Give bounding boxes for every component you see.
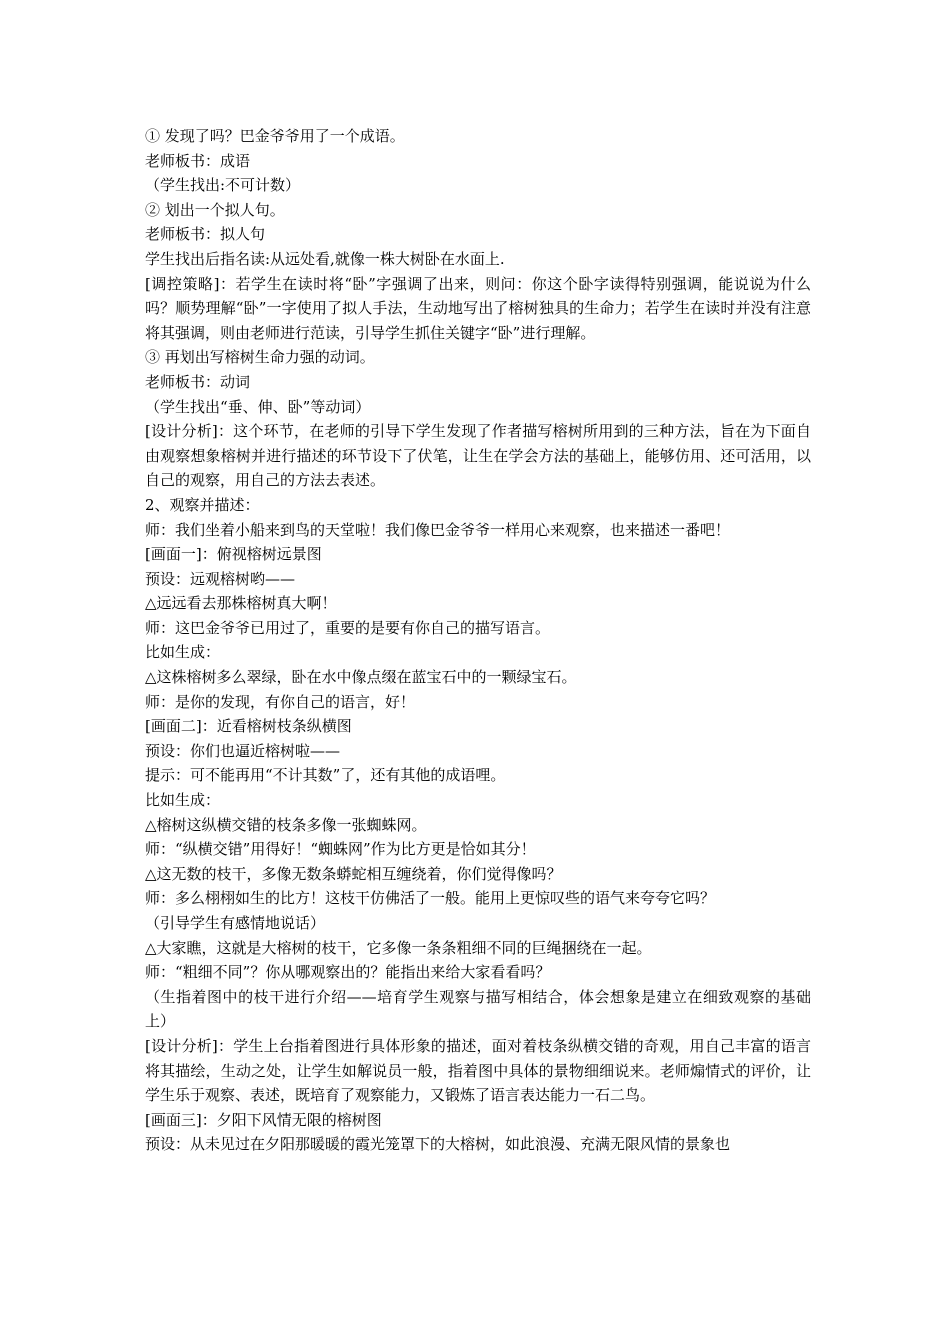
text-line: [画面一]：俯视榕树远景图 xyxy=(145,545,322,564)
text-line: △这株榕树多么翠绿，卧在水中像点缀在蓝宝石中的一颗绿宝石。 xyxy=(145,668,577,687)
text-line: 师：是你的发现，有你自己的语言，好！ xyxy=(145,692,416,711)
text-line: [画面二]：近看榕树枝条纵横图 xyxy=(145,717,352,736)
text-line: 师：我们坐着小船来到鸟的天堂啦！我们像巴金爷爷一样用心来观察，也来描述一番吧！ xyxy=(145,520,731,539)
text-line: 老师板书：成语 xyxy=(145,151,251,170)
text-line: 师：“粗细不同”？你从哪观察出的？能指出来给大家看看吗？ xyxy=(145,963,551,982)
text-paragraph: [调控策略]：若学生在读时将“卧”字强调了出来，则问：你这个卧字读得特别强调，能说说为什么吗？顺势理解“卧”一字使用了拟人手法，生动地写出了榕树独具的生命力；若学生在读时并没有注意将其强调，则由老师进行范读，引导学生抓住关键字“卧”进行理解。 xyxy=(145,274,811,342)
text-line: 比如生成： xyxy=(145,791,221,810)
text-line: 2、观察并描述： xyxy=(145,495,260,514)
text-line: 预设：从未见过在夕阳那暖暖的霞光笼罩下的大榕树，如此浪漫、充满无限风情的景象也 xyxy=(145,1135,731,1154)
text-paragraph: [设计分析]：学生上台指着图进行具体形象的描述，面对着枝条纵横交错的奇观，用自己丰富的语言将其描绘，生动之处，让学生如解说员一般，指着图中具体的景物细细说来。老师煽情式的评价，让学生乐于观察、表述，既培育了观察能力，又锻炼了语言表达能力一石二鸟。 xyxy=(145,1036,811,1105)
text-line: ③ 再划出写榕树生命力强的动词。 xyxy=(145,348,375,367)
text-line: 预设：你们也逼近榕树啦—— xyxy=(145,741,341,760)
text-line: △大家瞧，这就是大榕树的枝干，它多像一条条粗细不同的巨绳捆绕在一起。 xyxy=(145,938,652,957)
text-line: 师：“纵横交错”用得好！“蜘蛛网”作为比方更是恰如其分！ xyxy=(145,840,536,859)
text-line: （学生找出“垂、伸、卧”等动词） xyxy=(145,397,371,416)
text-line: 预设：远观榕树哟—— xyxy=(145,569,296,588)
text-line: （引导学生有感情地说话） xyxy=(145,914,326,932)
text-paragraph: （生指着图中的枝干进行介绍——培育学生观察与描写相结合，体会想象是建立在细致观察的基础上） xyxy=(145,987,811,1031)
text-line: △这无数的枝干，多像无数条蟒蛇相互缠绕着，你们觉得像吗？ xyxy=(145,864,562,883)
text-line: （学生找出:不可计数） xyxy=(145,176,301,195)
text-line: △远远看去那株榕树真大啊！ xyxy=(145,594,337,613)
text-line: ② 划出一个拟人句。 xyxy=(145,200,285,219)
text-line: 师：多么栩栩如生的比方！这枝干仿佛活了一般。能用上更惊叹些的语气来夸夸它吗？ xyxy=(145,889,716,908)
text-line: 提示：可不能再用“不计其数”了，还有其他的成语哩。 xyxy=(145,766,506,785)
text-line: [画面三]：夕阳下风情无限的榕树图 xyxy=(145,1110,382,1129)
text-paragraph: [设计分析]：这个环节，在老师的引导下学生发现了作者描写榕树所用到的三种方法，旨在为下面自由观察想象榕树并进行描述的环节设下了伏笔，让生在学会方法的基础上，能够仿用、还可活用，以自己的观察，用自己的方法去表述。 xyxy=(145,422,811,490)
text-line: 老师板书：拟人句 xyxy=(145,225,266,244)
document-body xyxy=(145,124,811,1157)
text-line: 师：这巴金爷爷已用过了，重要的是要有你自己的描写语言。 xyxy=(145,618,551,637)
text-line: 老师板书：动词 xyxy=(145,372,251,391)
text-line: 比如生成： xyxy=(145,643,221,662)
text-line: ① 发现了吗？巴金爷爷用了一个成语。 xyxy=(145,127,405,145)
text-line: △榕树这纵横交错的枝条多像一张蜘蛛网。 xyxy=(145,815,427,834)
text-line: 学生找出后指名读:从远处看,就像一株大树卧在水面上. xyxy=(145,249,505,268)
